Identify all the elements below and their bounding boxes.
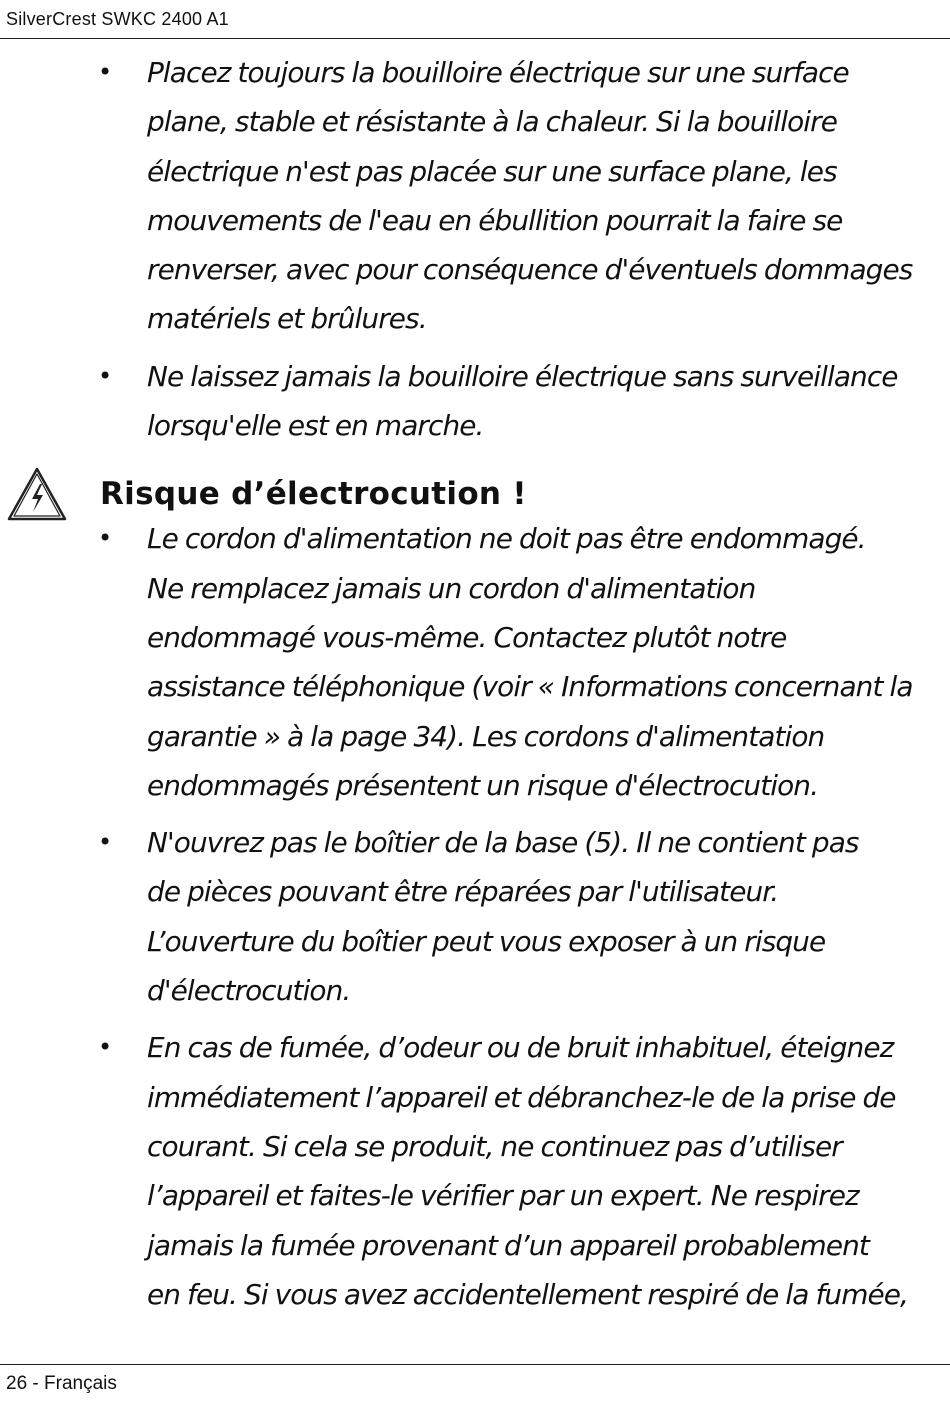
safety-list-top (0, 48, 950, 450)
text-line: jamais la fumée provenant d’un appareil probablement (147, 1228, 869, 1262)
list-item (0, 818, 950, 1015)
bullet-icon: • (98, 58, 112, 86)
bullet-icon: • (98, 1033, 112, 1062)
page-number: 26 - Français (6, 1373, 117, 1394)
text-line: mouvements de l'eau en ébullition pourrait la faire se (147, 203, 843, 237)
text-line: d'électrocution. (147, 974, 351, 1008)
list-item (0, 352, 950, 451)
bullet-icon: • (98, 361, 112, 390)
text-line: électrique n'est pas placée sur une surface plane, les (147, 154, 837, 188)
text-line: renverser, avec pour conséquence d'éventuels dommages (147, 253, 913, 287)
text-line: En cas de fumée, d’odeur ou de bruit inhabituel, éteignez (147, 1031, 894, 1065)
text-line: courant. Si cela se produit, ne continuez pas d’utiliser (147, 1129, 842, 1163)
text-line: L’ouverture du boîtier peut vous exposer à un risque (147, 924, 826, 958)
text-line: Le cordon d'alimentation ne doit pas être endommagé. (147, 522, 866, 556)
text-line: N'ouvrez pas le boîtier de la base (5). Il ne contient pas (147, 826, 859, 860)
text-line: Ne remplacez jamais un cordon d'alimentation (147, 571, 756, 605)
text-line: l’appareil et faites-le vérifier par un expert. Ne respirez (147, 1179, 859, 1213)
text-line: lorsqu'elle est en marche. (147, 409, 484, 443)
text-line: immédiatement l’appareil et débranchez-le de la prise de (147, 1080, 896, 1114)
text-line: Placez toujours la bouilloire électrique sur une surface (147, 56, 849, 89)
text-line: endommagés présentent un risque d'électrocution. (147, 768, 819, 802)
list-item (0, 1023, 950, 1319)
section-title: Risque d’électrocution ! (100, 476, 527, 513)
list-item (0, 48, 950, 344)
footer-rule (0, 1364, 950, 1365)
header-rule (0, 38, 950, 39)
text-line: plane, stable et résistante à la chaleur. Si la bouilloire (147, 105, 838, 139)
list-item (0, 514, 950, 810)
safety-list-electrocution (0, 514, 950, 1319)
text-line: matériels et brûlures. (147, 302, 427, 336)
page-content (0, 48, 950, 1327)
text-line: en feu. Si vous avez accidentellement respiré de la fumée, (147, 1277, 909, 1311)
text-line: endommagé vous-même. Contactez plutôt notre (147, 620, 787, 654)
text-line: assistance téléphonique (voir « Informations concernant la (147, 670, 913, 704)
page-header: SilverCrest SWKC 2400 A1 (6, 9, 229, 29)
text-line: de pièces pouvant être réparées par l'utilisateur. (147, 875, 779, 909)
bullet-icon: • (98, 828, 112, 857)
bullet-icon: • (98, 524, 112, 553)
text-line: Ne laissez jamais la bouilloire électrique sans surveillance (147, 359, 898, 393)
text-line: garantie » à la page 34). Les cordons d'alimentation (147, 719, 825, 753)
